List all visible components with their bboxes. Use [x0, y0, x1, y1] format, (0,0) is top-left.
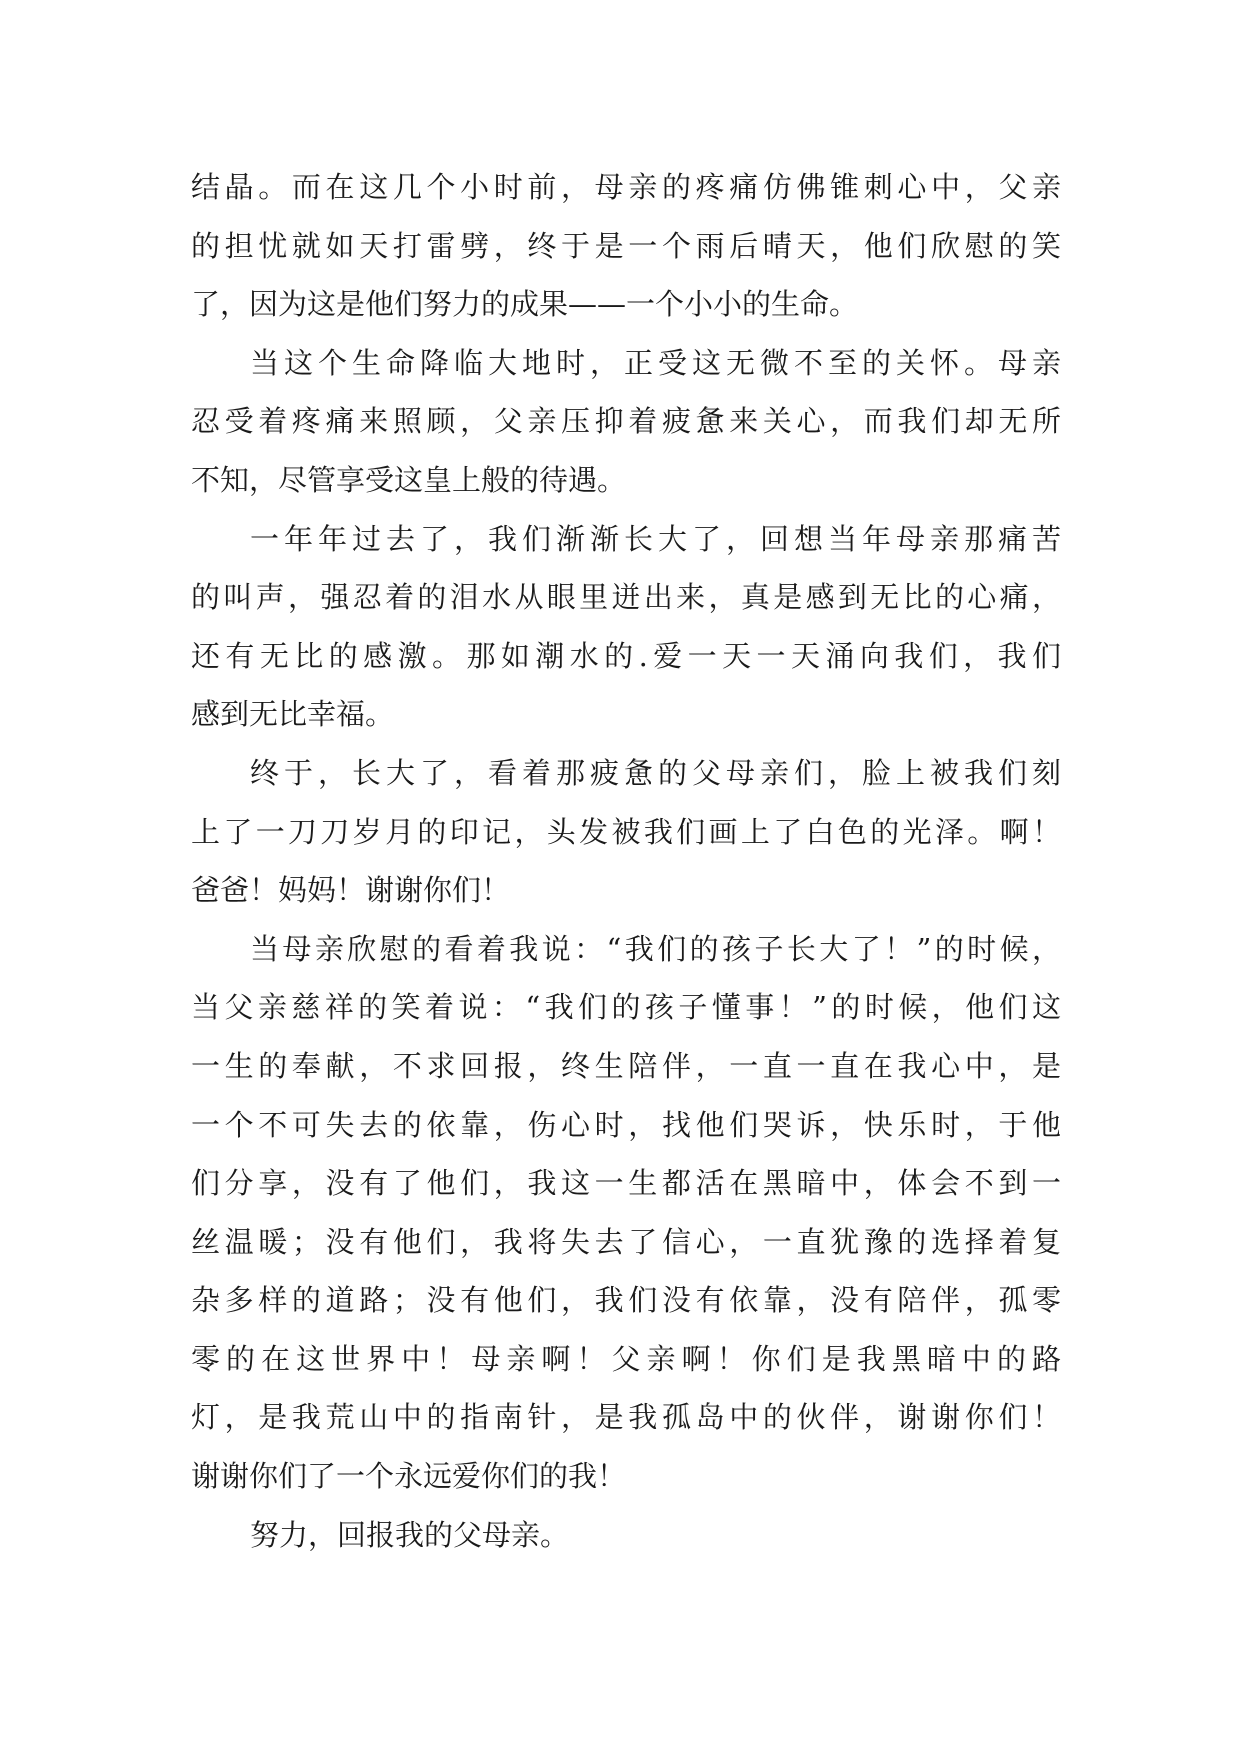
text-line: 上了一刀刀岁月的印记，头发被我们画上了白色的光泽。啊！ [191, 814, 1061, 849]
text-line: 杂多样的道路；没有他们，我们没有依靠，没有陪伴，孤零 [191, 1283, 1061, 1318]
text-line: 当父亲慈祥的笑着说：“我们的孩子懂事！”的时候，他们这 [191, 990, 1061, 1025]
text-line: 忍受着疼痛来照顾，父亲压抑着疲惫来关心，而我们却无所 [191, 404, 1061, 439]
paragraph-first-line: 一年年过去了，我们渐渐长大了，回想当年母亲那痛苦 [250, 521, 1061, 556]
text-line: 谢谢你们了一个永远爱你们的我！ [191, 1459, 627, 1494]
text-line: 一生的奉献，不求回报，终生陪伴，一直一直在我心中，是 [191, 1048, 1061, 1083]
text-line: 的叫声，强忍着的泪水从眼里迸出来，真是感到无比的心痛， [191, 580, 1061, 615]
document-body [191, 158, 1061, 1564]
paragraph-first-line: 当这个生命降临大地时，正受这无微不至的关怀。母亲 [250, 345, 1061, 380]
text-line: 爸爸！妈妈！谢谢你们！ [191, 873, 511, 908]
text-line: 一个不可失去的依靠，伤心时，找他们哭诉，快乐时，于他 [191, 1107, 1061, 1142]
text-line: 灯，是我荒山中的指南针，是我孤岛中的伙伴，谢谢你们！ [191, 1400, 1061, 1435]
text-line: 零的在这世界中！母亲啊！父亲啊！你们是我黑暗中的路 [191, 1341, 1061, 1376]
text-line: 还有无比的感激。那如潮水的.爱一天一天涌向我们，我们 [191, 638, 1061, 673]
text-line: 不知，尽管享受这皇上般的待遇。 [191, 462, 627, 497]
text-line: 丝温暖；没有他们，我将失去了信心，一直犹豫的选择着复 [191, 1224, 1061, 1259]
paragraph-first-line: 努力，回报我的父母亲。 [250, 1517, 570, 1552]
text-line: 结晶。而在这几个小时前，母亲的疼痛仿佛锥刺心中，父亲 [191, 170, 1061, 204]
text-line: 的担忧就如天打雷劈，终于是一个雨后晴天，他们欣慰的笑 [191, 228, 1061, 263]
text-line: 们分享，没有了他们，我这一生都活在黑暗中，体会不到一 [191, 1166, 1061, 1201]
text-line: 了，因为这是他们努力的成果——一个小小的生命。 [191, 287, 859, 322]
paragraph-first-line: 当母亲欣慰的看着我说：“我们的孩子长大了！”的时候， [250, 931, 1061, 966]
paragraph-first-line: 终于，长大了，看着那疲惫的父母亲们，脸上被我们刻 [250, 755, 1061, 790]
text-line: 感到无比幸福。 [191, 697, 395, 732]
